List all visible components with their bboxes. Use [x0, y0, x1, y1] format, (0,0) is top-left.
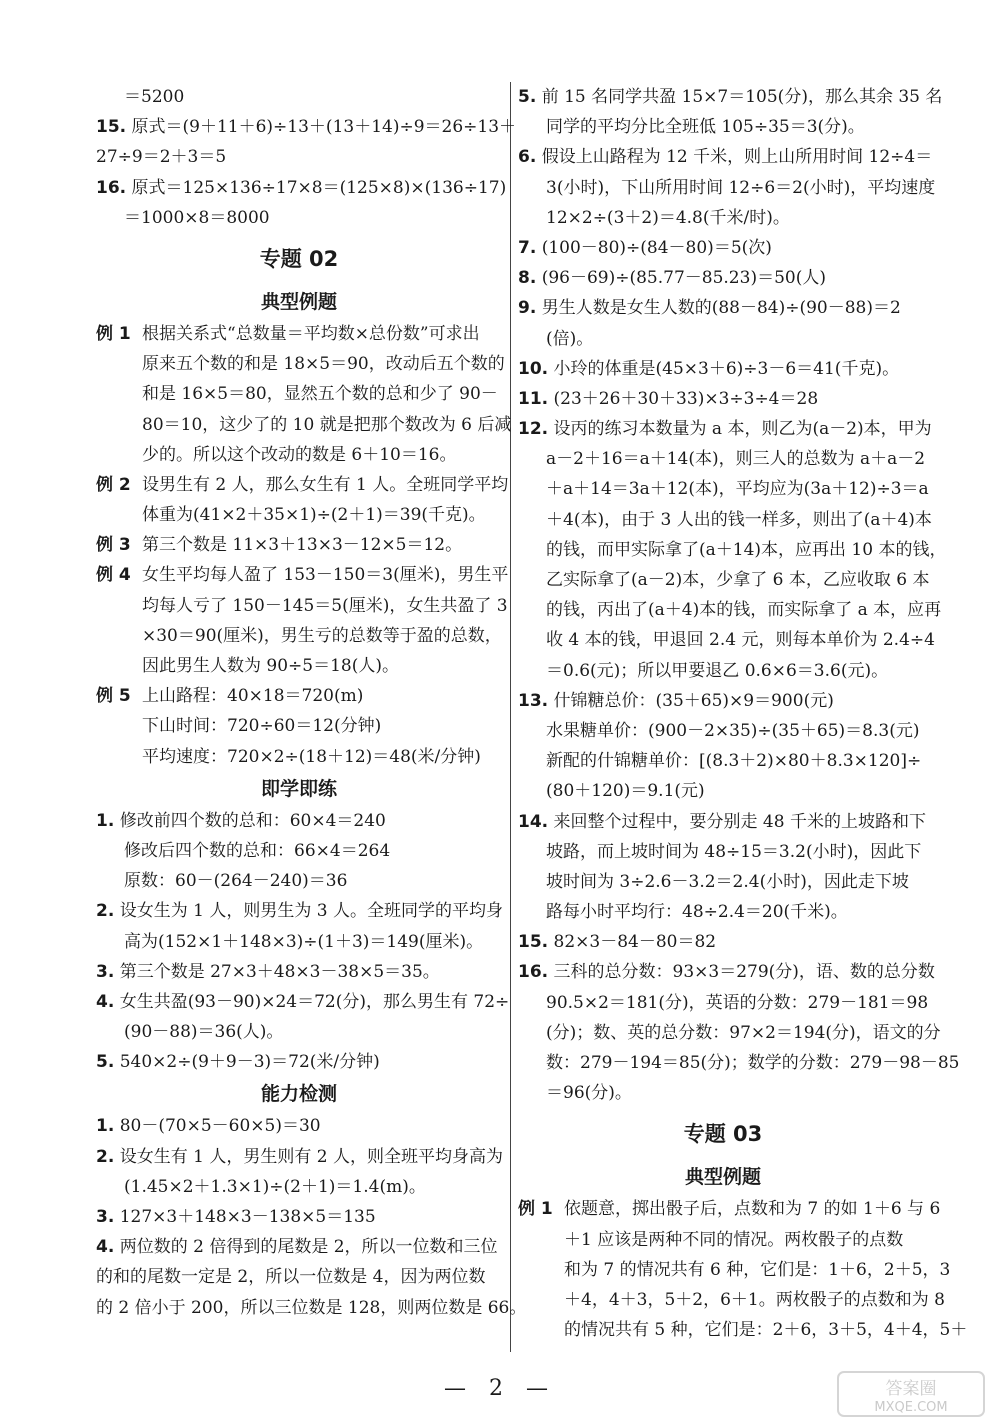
- item-number: 4.: [96, 991, 115, 1012]
- text-line: [96, 203, 502, 233]
- text-line: [96, 1262, 502, 1292]
- text-line: [96, 349, 505, 379]
- line-text: (分)；数、英的总分数：97×2＝194(分)，语文的分: [546, 1022, 941, 1043]
- text-line: [96, 866, 502, 896]
- line-text: 体重为(41×2＋35×1)÷(2＋1)＝39(千克)。: [142, 505, 486, 526]
- text-line: [96, 560, 509, 590]
- item-number: 9.: [518, 298, 537, 319]
- line-text: 第三个数是 27×3＋48×3－38×5＝35。: [114, 961, 440, 982]
- text-line: [518, 142, 933, 172]
- line-text: 路每小时平均行：48÷2.4＝20(千米)。: [546, 902, 848, 923]
- line-text: ×30＝90(厘米)，男生亏的总数等于盈的总数，: [142, 625, 502, 646]
- item-number: 4.: [96, 1237, 115, 1258]
- line-text: 男生人数是女生人数的(88－84)÷(90－88)＝2: [536, 298, 901, 319]
- text-line: [518, 1255, 951, 1285]
- line-text: 和是 16×5＝80，显然五个数的总和少了 90－: [142, 384, 498, 405]
- section-title: 专题 02: [259, 246, 339, 271]
- text-line: [96, 530, 502, 560]
- text-line: [518, 867, 928, 897]
- text-line: [96, 711, 502, 741]
- line-text: 下山时间：720÷60＝12(分钟): [142, 716, 382, 737]
- line-text: 80－(70×5－60×5)＝30: [114, 1116, 321, 1137]
- line-text: 新配的什锦糖单价：[(8.3＋2)×80＋8.3×120]÷: [546, 751, 922, 772]
- text-line: [96, 410, 512, 440]
- text-line: [96, 1202, 502, 1232]
- line-text: 设男生有 2 人，那么女生有 1 人。全班同学平均: [142, 474, 509, 495]
- text-line: [518, 1225, 928, 1255]
- line-text: 设女生为 1 人，则男生为 3 人。全班同学的平均身: [114, 901, 503, 922]
- line-text: a－2＋16＝a＋14(本)，则三人的总数为 a＋a－2: [546, 449, 926, 470]
- line-text: 女生平均每人盈了 153－150＝3(厘米)，男生平: [142, 565, 509, 586]
- line-text: 假设上山路程为 12 千米，则上山所用时间 12÷4＝: [536, 147, 933, 168]
- text-line: [518, 1078, 928, 1108]
- item-number: 16.: [518, 962, 549, 983]
- text-line: [518, 565, 928, 595]
- text-line: [96, 742, 502, 772]
- subsection-heading: 典型例题: [684, 1166, 761, 1189]
- text-line: [96, 173, 507, 203]
- text-line: [96, 500, 502, 530]
- text-line: [96, 1111, 502, 1141]
- text-line: [96, 1232, 502, 1262]
- item-number: 15.: [518, 932, 549, 953]
- text-line: [96, 142, 502, 172]
- text-line: [518, 776, 928, 806]
- watermark-top: 答案圈: [885, 1379, 937, 1399]
- line-text: 坡路，而上坡时间为 48÷15＝3.2(小时)，因此下: [546, 841, 922, 862]
- text-line: [96, 319, 502, 349]
- text-line: [518, 746, 928, 776]
- subsection-heading: 即学即练: [260, 777, 337, 800]
- text-line: [96, 1142, 502, 1172]
- text-line: [96, 651, 502, 681]
- item-number: 12.: [518, 419, 549, 440]
- text-line: [96, 1293, 527, 1323]
- item-number: 5.: [518, 87, 537, 107]
- text-line: [96, 82, 502, 112]
- line-text: (90－88)＝36(人)。: [124, 1022, 284, 1043]
- text-line: [518, 354, 928, 384]
- text-line: [96, 681, 502, 711]
- line-text: 依题意，掷出骰子后，点数和为 7 的如 1＋6 与 6: [564, 1199, 941, 1220]
- text-line: [518, 837, 928, 867]
- section-title: 专题 03: [683, 1122, 763, 1147]
- text-line: [518, 1048, 960, 1078]
- text-line: [518, 263, 928, 293]
- text-line: [96, 806, 502, 836]
- example-label: 例 5: [96, 686, 131, 707]
- item-number: 3.: [96, 1207, 115, 1227]
- line-text: 27÷9＝2＋3＝5: [96, 147, 227, 168]
- line-text: 因此男生人数为 90÷5＝18(人)。: [142, 656, 399, 676]
- item-number: 11.: [518, 388, 549, 409]
- line-text: 乙实际拿了(a－2)本，少拿了 6 本，乙应收取 6 本: [546, 570, 930, 590]
- text-line: [96, 1017, 502, 1047]
- watermark-logo: [836, 1370, 986, 1418]
- line-text: 的钱，而甲实际拿了(a＋14)本，应再出 10 本的钱，: [546, 539, 947, 560]
- line-text: 两位数的 2 倍得到的尾数是 2，所以一位数和三位: [114, 1237, 498, 1258]
- line-text: 的和的尾数一定是 2，所以一位数是 4，因为两位数: [96, 1267, 486, 1288]
- line-text: 82×3－84－80＝82: [548, 932, 717, 953]
- text-line: [96, 896, 502, 926]
- subsection-heading: 能力检测: [260, 1083, 337, 1106]
- text-line: [518, 1315, 968, 1345]
- line-text: 均每人亏了 150－145＝5(厘米)，女生共盈了 3: [142, 595, 508, 616]
- item-number: 10.: [518, 358, 549, 379]
- line-text: 平均速度：720×2÷(18＋12)＝48(米/分钟): [142, 746, 481, 767]
- line-text: (1.45×2＋1.3×1)÷(2＋1)＝1.4(m)。: [124, 1176, 426, 1197]
- text-line: [96, 927, 502, 957]
- line-text: 的钱，丙出了(a＋4)本的钱，而实际拿了 a 本，应再: [546, 600, 942, 621]
- example-label: 例 1: [518, 1199, 553, 1220]
- text-line: [518, 444, 928, 474]
- item-number: 7.: [518, 237, 537, 258]
- item-number: 15.: [96, 117, 127, 138]
- line-text: 少的。所以这个改动的数是 6＋10＝16。: [142, 444, 457, 465]
- line-text: 女生共盈(93－90)×24＝72(分)，那么男生有 72÷: [114, 991, 510, 1012]
- line-text: 原式＝(9＋11＋6)÷13＋(13＋14)÷9＝26÷13＋: [126, 117, 517, 138]
- text-line: [96, 836, 502, 866]
- item-number: 1.: [96, 1116, 115, 1137]
- text-line: [518, 927, 928, 957]
- example-label: 例 4: [96, 565, 131, 586]
- line-text: 3(小时)，下山所用时间 12÷6＝2(小时)，平均速度: [546, 177, 936, 198]
- text-line: [518, 1018, 941, 1048]
- line-text: 设女生有 1 人，男生则有 2 人，则全班平均身高为: [114, 1146, 503, 1167]
- line-text: 水果糖单价：(900－2×35)÷(35＋65)＝8.3(元): [546, 720, 920, 741]
- line-text: 设丙的练习本数量为 a 本，则乙为(a－2)本，甲为: [548, 419, 932, 440]
- text-line: [96, 470, 509, 500]
- line-text: 90.5×2＝181(分)，英语的分数：279－181＝98: [546, 992, 929, 1013]
- line-text: ＋1 应该是两种不同的情况。两枚骰子的点数: [564, 1229, 904, 1250]
- text-line: [96, 1047, 502, 1077]
- line-text: (100－80)÷(84－80)＝5(次): [536, 237, 772, 258]
- line-text: 第三个数是 11×3＋13×3－12×5＝12。: [142, 535, 463, 556]
- line-text: 数：279－194＝85(分)；数学的分数：279－98－85: [546, 1053, 960, 1073]
- line-text: 什锦糖总价：(35＋65)×9＝900(元): [548, 690, 834, 711]
- line-text: ＋4，4＋3，5＋2，6＋1。两枚骰子的点数和为 8: [564, 1289, 945, 1310]
- item-number: 2.: [96, 901, 115, 922]
- text-line: [518, 82, 943, 112]
- text-line: [518, 233, 928, 263]
- line-text: 上山路程：40×18＝720(m): [142, 686, 364, 707]
- line-text: 原数：60－(264－240)＝36: [124, 871, 348, 892]
- line-text: 坡时间为 3÷2.6－3.2＝2.4(小时)，因此走下坡: [546, 871, 909, 892]
- text-line: [96, 987, 510, 1017]
- item-number: 1.: [96, 810, 115, 831]
- text-line: [518, 988, 928, 1018]
- text-line: [518, 112, 928, 142]
- item-number: 8.: [518, 268, 537, 289]
- line-text: ＝1000×8＝8000: [124, 207, 270, 228]
- text-line: [518, 625, 935, 655]
- line-text: 修改后四个数的总和：66×4＝264: [124, 840, 391, 861]
- text-line: [518, 957, 935, 987]
- line-text: (23＋26＋30＋33)×3÷3÷4＝28: [548, 388, 819, 409]
- item-number: 2.: [96, 1146, 115, 1167]
- line-text: 三科的总分数：93×3＝279(分)，语、数的总分数: [548, 962, 935, 983]
- line-text: 收 4 本的钱，甲退回 2.4 元，则每本单价为 2.4÷4: [546, 630, 935, 651]
- text-line: [518, 897, 928, 927]
- item-number: 6.: [518, 147, 537, 168]
- text-line: [96, 621, 502, 651]
- item-number: 16.: [96, 177, 127, 198]
- line-text: (80＋120)＝9.1(元): [546, 781, 705, 802]
- line-text: ＝96(分)。: [546, 1083, 632, 1104]
- line-text: 前 15 名同学共盈 15×7＝105(分)，那么其余 35 名: [536, 87, 943, 107]
- line-text: 540×2÷(9＋9－3)＝72(米/分钟): [114, 1052, 380, 1073]
- text-line: [518, 293, 928, 323]
- text-line: [96, 112, 517, 142]
- watermark-bottom: MXQE.COM: [874, 1400, 948, 1415]
- line-text: 高为(152×1＋148×3)÷(1＋3)＝149(厘米)。: [124, 931, 484, 952]
- text-line: [518, 1285, 945, 1315]
- text-line: [96, 379, 502, 409]
- line-text: 来回整个过程中，要分别走 48 千米的上坡路和下: [548, 811, 926, 832]
- example-label: 例 3: [96, 535, 131, 556]
- page-number: — 2 —: [444, 1376, 556, 1401]
- text-line: [96, 957, 502, 987]
- item-number: 5.: [96, 1052, 115, 1073]
- line-text: (96－69)÷(85.77－85.23)＝50(人): [536, 268, 826, 289]
- line-text: ＋4(本)，由于 3 人出的钱一样多，则出了(a＋4)本: [546, 509, 932, 530]
- text-line: [518, 414, 932, 444]
- line-text: (倍)。: [546, 328, 594, 349]
- text-line: [518, 656, 928, 686]
- text-line: [518, 686, 928, 716]
- item-number: 13.: [518, 690, 549, 711]
- column-divider: [510, 82, 511, 1352]
- text-line: [518, 535, 947, 565]
- line-text: 原来五个数的和是 18×5＝90，改动后五个数的: [142, 354, 505, 375]
- line-text: ＝5200: [124, 87, 185, 107]
- text-line: [518, 595, 942, 625]
- left-column: [96, 82, 527, 1323]
- line-text: 的情况共有 5 种，它们是：2＋6，3＋5，4＋4，5＋: [564, 1320, 968, 1341]
- line-text: ＝0.6(元)；所以甲要退乙 0.6×6＝3.6(元)。: [546, 660, 889, 681]
- text-line: [518, 203, 928, 233]
- item-number: 3.: [96, 961, 115, 982]
- line-text: 和为 7 的情况共有 6 种，它们是：1＋6，2＋5，3: [564, 1259, 951, 1280]
- text-line: [96, 591, 508, 621]
- example-label: 例 1: [96, 323, 131, 344]
- text-line: [518, 384, 928, 414]
- text-line: [518, 1194, 941, 1224]
- example-label: 例 2: [96, 474, 131, 495]
- line-text: 12×2÷(3＋2)＝4.8(千米/时)。: [546, 207, 790, 228]
- line-text: 小玲的体重是(45×3＋6)÷3－6＝41(千克)。: [548, 358, 900, 379]
- line-text: 修改前四个数的总和：60×4＝240: [114, 810, 386, 831]
- line-text: 同学的平均分比全班低 105÷35＝3(分)。: [546, 117, 865, 138]
- text-line: [518, 474, 928, 504]
- text-line: [96, 1172, 502, 1202]
- text-line: [518, 716, 928, 746]
- text-line: [518, 324, 928, 354]
- line-text: 80＝10，这少了的 10 就是把那个数改为 6 后减: [142, 414, 512, 435]
- line-text: 的 2 倍小于 200，所以三位数是 128，则两位数是 66。: [96, 1297, 527, 1318]
- text-line: [518, 505, 932, 535]
- line-text: 原式＝125×136÷17×8＝(125×8)×(136÷17): [126, 177, 507, 198]
- item-number: 14.: [518, 811, 549, 832]
- subsection-heading: 典型例题: [260, 290, 337, 313]
- line-text: 根据关系式“总数量＝平均数×总份数”可求出: [142, 323, 480, 344]
- line-text: ＋a＋14＝3a＋12(本)，平均应为(3a＋12)÷3＝a: [546, 479, 929, 500]
- line-text: 127×3＋148×3－138×5＝135: [114, 1207, 376, 1227]
- text-line: [518, 807, 928, 837]
- right-column: [518, 82, 968, 1345]
- text-line: [96, 440, 502, 470]
- text-line: [518, 173, 936, 203]
